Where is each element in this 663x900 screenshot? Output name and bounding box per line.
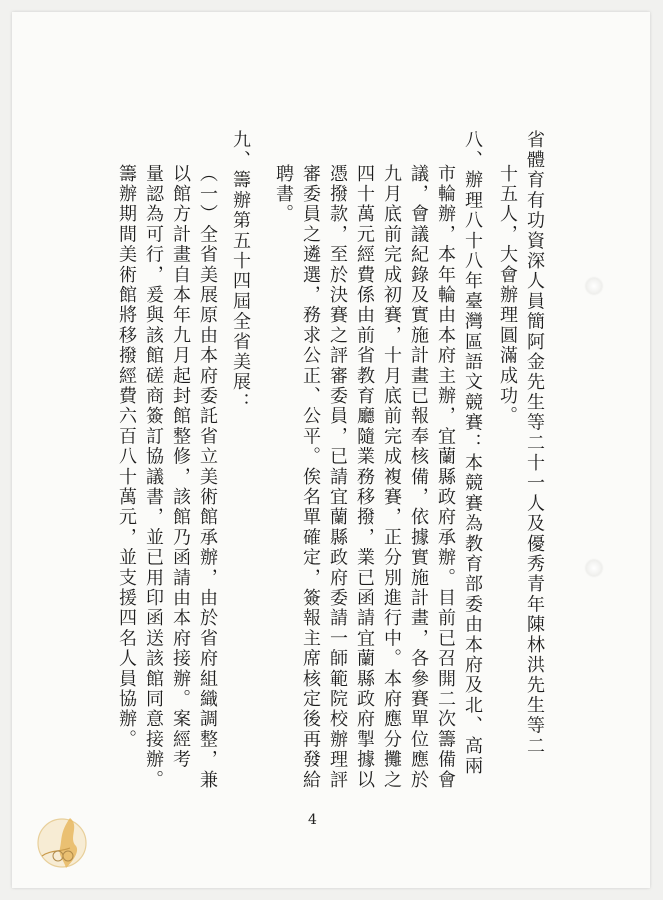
- text-column-5: 議，會議紀錄及實施計畫已報奉核備，依據實施計畫，各參賽單位應於: [408, 164, 429, 791]
- text-column-9: 審委員之遴選，務求公正、公平。俟名單確定，簽報主席核定後再發給: [300, 164, 321, 791]
- text-column-14: 量認為可行，爰與該館磋商簽訂協議書，並已用印函送該館同意接辦。: [143, 164, 164, 791]
- text-column-15: 籌辦期間美術館將移撥經費六百八十萬元，並支援四名人員協辦。: [116, 164, 137, 750]
- text-column-11: 九、籌辦第五十四屆全省美展：: [230, 130, 251, 413]
- text-column-3: 八、辦理八十八年臺灣區語文競賽：本競賽為教育部委由本府及北、高兩: [462, 130, 483, 777]
- text-column-2: 十五人，大會辦理圓滿成功。: [497, 164, 518, 427]
- text-column-12: （一）全省美展原由本府委託省立美術館承辦，由於省府組織調整，兼: [197, 164, 218, 791]
- text-column-6: 九月底前完成初賽，十月底前完成複賽，正分別進行中。本府應分攤之: [381, 164, 402, 791]
- archive-logo-icon: [30, 812, 94, 878]
- text-column-1: 省體育有功資深人員簡阿金先生等二十一人及優秀青年陳林洪先生等二: [524, 130, 545, 757]
- text-column-8: 憑撥款，至於決賽之評審委員，已請宜蘭縣政府委請一師範院校辦理評: [327, 164, 348, 791]
- document-page: [12, 12, 650, 888]
- text-column-10: 聘書。: [273, 164, 294, 225]
- text-column-4: 市輪辦，本年輪由本府主辦，宜蘭縣政府承辦。目前已召開二次籌備會: [435, 164, 456, 791]
- punch-hole-bottom: [586, 560, 602, 576]
- text-column-13: 以館方計畫自本年九月起封館整修，該館乃函請由本府接辦。案經考: [170, 164, 191, 770]
- text-column-7: 四十萬元經費係由前省教育廳隨業務移撥，業已函請宜蘭縣政府掣據以: [354, 164, 375, 791]
- punch-hole-top: [586, 278, 602, 294]
- page-number: 4: [308, 812, 317, 828]
